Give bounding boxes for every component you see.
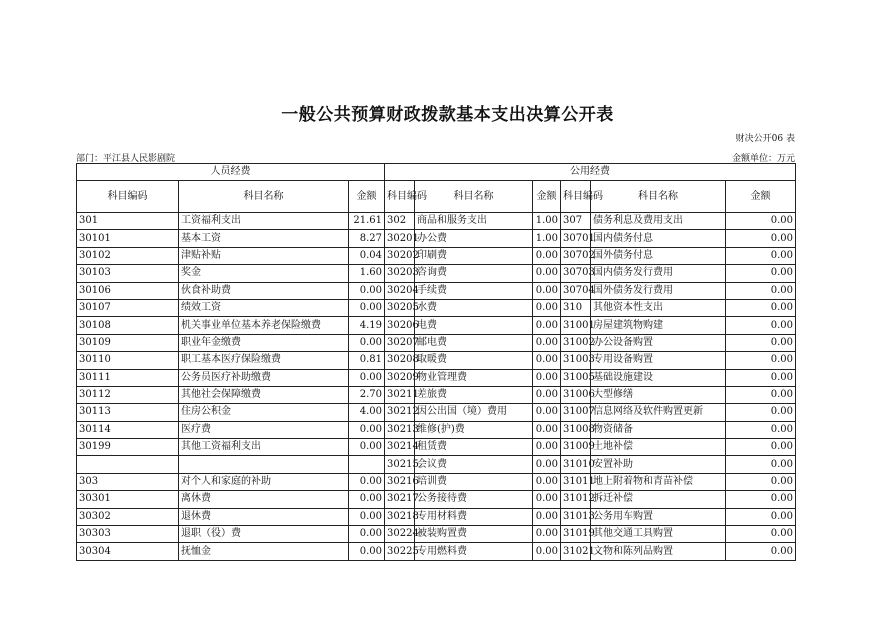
cell-name: 离休费 xyxy=(179,491,349,508)
cell-amount: 0.00 xyxy=(726,247,796,264)
table-row xyxy=(77,421,796,438)
col-header-amount: 金额 xyxy=(726,181,796,213)
cell-name: 差旅费 xyxy=(415,386,533,403)
cell-name: 拆迁补偿 xyxy=(591,491,726,508)
cell-code: 30106 xyxy=(77,282,179,299)
table-row xyxy=(77,230,796,247)
table-row xyxy=(77,317,796,334)
cell-code: 31002 xyxy=(561,334,591,351)
cell-code: 30209 xyxy=(385,369,415,386)
cell-name: 安置补助 xyxy=(591,456,726,473)
cell-name: 伙食补助费 xyxy=(179,282,349,299)
cell-code: 31007 xyxy=(561,404,591,421)
cell-amount: 0.00 xyxy=(533,299,561,316)
cell-amount: 0.00 xyxy=(726,317,796,334)
cell-code: 31013 xyxy=(561,508,591,525)
cell-code: 30102 xyxy=(77,247,179,264)
cell-amount: 0.00 xyxy=(726,299,796,316)
cell-code: 31001 xyxy=(561,317,591,334)
cell-amount: 0.00 xyxy=(533,404,561,421)
cell-amount: 0.00 xyxy=(533,456,561,473)
table-row xyxy=(77,386,796,403)
cell-code: 30214 xyxy=(385,439,415,456)
cell-name xyxy=(179,456,349,473)
cell-amount: 0.81 xyxy=(349,352,385,369)
cell-amount: 0.00 xyxy=(349,473,385,490)
cell-code: 30112 xyxy=(77,386,179,403)
cell-amount: 0.00 xyxy=(533,247,561,264)
cell-code: 30218 xyxy=(385,508,415,525)
cell-code: 30704 xyxy=(561,282,591,299)
cell-amount: 0.00 xyxy=(726,352,796,369)
cell-code: 30303 xyxy=(77,526,179,543)
department-label: 部门：平江县人民影剧院 xyxy=(76,154,176,164)
cell-amount: 0.00 xyxy=(533,439,561,456)
cell-amount: 0.00 xyxy=(726,491,796,508)
cell-name: 电费 xyxy=(415,317,533,334)
table-row xyxy=(77,352,796,369)
col-header-code: 科目编码 xyxy=(77,181,179,213)
cell-amount: 4.00 xyxy=(349,404,385,421)
cell-code: 302 xyxy=(385,213,415,230)
form-number: 财决公开06 表 xyxy=(735,134,795,144)
cell-code: 303 xyxy=(77,473,179,490)
cell-code: 31005 xyxy=(561,369,591,386)
cell-amount: 0.00 xyxy=(726,473,796,490)
table-row xyxy=(77,404,796,421)
table-row xyxy=(77,526,796,543)
cell-amount: 0.00 xyxy=(726,526,796,543)
cell-amount: 0.04 xyxy=(349,247,385,264)
cell-name: 手续费 xyxy=(415,282,533,299)
cell-name: 会议费 xyxy=(415,456,533,473)
cell-name: 被装购置费 xyxy=(415,526,533,543)
cell-code: 31008 xyxy=(561,421,591,438)
cell-amount: 0.00 xyxy=(349,369,385,386)
col-header-name: 科目名称 xyxy=(591,181,726,213)
cell-amount: 21.61 xyxy=(349,213,385,230)
cell-name: 基础设施建设 xyxy=(591,369,726,386)
cell-amount: 0.00 xyxy=(726,439,796,456)
cell-amount: 2.70 xyxy=(349,386,385,403)
cell-code: 30205 xyxy=(385,299,415,316)
cell-name: 公务员医疗补助缴费 xyxy=(179,369,349,386)
cell-name: 工资福利支出 xyxy=(179,213,349,230)
cell-amount: 0.00 xyxy=(533,473,561,490)
cell-name: 房屋建筑物购建 xyxy=(591,317,726,334)
cell-name: 公务用车购置 xyxy=(591,508,726,525)
cell-name: 国外债务付息 xyxy=(591,247,726,264)
cell-name: 咨询费 xyxy=(415,265,533,282)
table-row xyxy=(77,247,796,264)
cell-amount: 0.00 xyxy=(533,265,561,282)
cell-amount: 0.00 xyxy=(349,421,385,438)
cell-name: 债务利息及费用支出 xyxy=(591,213,726,230)
cell-amount: 0.00 xyxy=(533,386,561,403)
cell-code: 301 xyxy=(77,213,179,230)
table-row xyxy=(77,491,796,508)
expenditure-table xyxy=(76,163,796,561)
cell-amount: 0.00 xyxy=(349,526,385,543)
cell-code: 30101 xyxy=(77,230,179,247)
table-row xyxy=(77,439,796,456)
cell-code: 30213 xyxy=(385,421,415,438)
cell-code: 30702 xyxy=(561,247,591,264)
cell-amount: 0.00 xyxy=(349,299,385,316)
cell-amount xyxy=(349,456,385,473)
cell-code: 30203 xyxy=(385,265,415,282)
public-expense-header: 公用经费 xyxy=(385,164,796,181)
cell-amount: 0.00 xyxy=(349,439,385,456)
cell-code: 30301 xyxy=(77,491,179,508)
cell-amount: 0.00 xyxy=(726,369,796,386)
cell-code: 30304 xyxy=(77,543,179,560)
cell-amount: 0.00 xyxy=(726,386,796,403)
cell-name: 专用设备购置 xyxy=(591,352,726,369)
page-title: 一般公共预算财政拨款基本支出决算公开表 xyxy=(281,105,614,125)
cell-code: 30302 xyxy=(77,508,179,525)
cell-amount: 0.00 xyxy=(726,282,796,299)
cell-code: 30211 xyxy=(385,386,415,403)
cell-amount: 0.00 xyxy=(533,491,561,508)
cell-name: 印刷费 xyxy=(415,247,533,264)
amount-unit-label: 金额单位：万元 xyxy=(731,154,795,164)
cell-code: 310 xyxy=(561,299,591,316)
cell-amount: 0.00 xyxy=(349,543,385,560)
cell-name: 取暖费 xyxy=(415,352,533,369)
cell-code: 30703 xyxy=(561,265,591,282)
table-row xyxy=(77,473,796,490)
cell-code xyxy=(77,456,179,473)
cell-name: 文物和陈列品购置 xyxy=(591,543,726,560)
cell-name: 抚恤金 xyxy=(179,543,349,560)
cell-name: 国内债务发行费用 xyxy=(591,265,726,282)
cell-name: 大型修缮 xyxy=(591,386,726,403)
cell-name: 其他资本性支出 xyxy=(591,299,726,316)
cell-name: 奖金 xyxy=(179,265,349,282)
cell-amount: 0.00 xyxy=(726,456,796,473)
cell-code: 30217 xyxy=(385,491,415,508)
cell-name: 物业管理费 xyxy=(415,369,533,386)
cell-amount: 0.00 xyxy=(726,265,796,282)
cell-name: 办公费 xyxy=(415,230,533,247)
cell-name: 对个人和家庭的补助 xyxy=(179,473,349,490)
cell-name: 退职（役）费 xyxy=(179,526,349,543)
cell-code: 30107 xyxy=(77,299,179,316)
cell-code: 30202 xyxy=(385,247,415,264)
cell-amount: 0.00 xyxy=(726,404,796,421)
cell-code: 31003 xyxy=(561,352,591,369)
cell-amount: 0.00 xyxy=(533,369,561,386)
cell-amount: 0.00 xyxy=(349,282,385,299)
col-header-name: 科目名称 xyxy=(179,181,349,213)
cell-amount: 0.00 xyxy=(726,508,796,525)
cell-code: 30108 xyxy=(77,317,179,334)
cell-code: 31009 xyxy=(561,439,591,456)
cell-amount: 0.00 xyxy=(726,230,796,247)
header-row-columns xyxy=(77,181,796,213)
cell-code: 31012 xyxy=(561,491,591,508)
cell-name: 其他工资福利支出 xyxy=(179,439,349,456)
cell-name: 退休费 xyxy=(179,508,349,525)
table-row xyxy=(77,369,796,386)
col-header-amount: 金额 xyxy=(533,181,561,213)
cell-name: 国内债务付息 xyxy=(591,230,726,247)
cell-amount: 0.00 xyxy=(533,508,561,525)
cell-code: 30111 xyxy=(77,369,179,386)
cell-name: 租赁费 xyxy=(415,439,533,456)
cell-name: 物资储备 xyxy=(591,421,726,438)
cell-amount: 0.00 xyxy=(533,526,561,543)
cell-name: 商品和服务支出 xyxy=(415,213,533,230)
cell-code: 31010 xyxy=(561,456,591,473)
cell-name: 其他交通工具购置 xyxy=(591,526,726,543)
cell-name: 医疗费 xyxy=(179,421,349,438)
cell-amount: 0.00 xyxy=(349,334,385,351)
cell-code: 30201 xyxy=(385,230,415,247)
cell-amount: 1.60 xyxy=(349,265,385,282)
cell-amount: 0.00 xyxy=(533,421,561,438)
cell-name: 信息网络及软件购置更新 xyxy=(591,404,726,421)
cell-amount: 1.00 xyxy=(533,213,561,230)
cell-name: 维修(护)费 xyxy=(415,421,533,438)
cell-amount: 0.00 xyxy=(349,508,385,525)
cell-code: 30103 xyxy=(77,265,179,282)
cell-amount: 0.00 xyxy=(349,491,385,508)
cell-name: 其他社会保障缴费 xyxy=(179,386,349,403)
cell-amount: 0.00 xyxy=(726,543,796,560)
cell-code: 30225 xyxy=(385,543,415,560)
cell-code: 30199 xyxy=(77,439,179,456)
cell-name: 办公设备购置 xyxy=(591,334,726,351)
cell-name: 培训费 xyxy=(415,473,533,490)
cell-code: 30207 xyxy=(385,334,415,351)
cell-code: 30212 xyxy=(385,404,415,421)
cell-amount: 0.00 xyxy=(533,352,561,369)
cell-name: 津贴补贴 xyxy=(179,247,349,264)
cell-code: 30216 xyxy=(385,473,415,490)
table-row xyxy=(77,265,796,282)
personnel-expense-header: 人员经费 xyxy=(77,164,385,181)
cell-amount: 0.00 xyxy=(533,317,561,334)
cell-code: 30701 xyxy=(561,230,591,247)
cell-amount: 0.00 xyxy=(533,543,561,560)
cell-code: 30206 xyxy=(385,317,415,334)
header-row-groups xyxy=(77,164,796,181)
cell-code: 30224 xyxy=(385,526,415,543)
cell-name: 机关事业单位基本养老保险缴费 xyxy=(179,317,349,334)
col-header-code: 科目编码 xyxy=(385,181,415,213)
cell-amount: 0.00 xyxy=(726,334,796,351)
cell-code: 307 xyxy=(561,213,591,230)
col-header-name: 科目名称 xyxy=(415,181,533,213)
cell-name: 国外债务发行费用 xyxy=(591,282,726,299)
cell-name: 公务接待费 xyxy=(415,491,533,508)
table-row xyxy=(77,508,796,525)
table-row xyxy=(77,456,796,473)
cell-code: 31021 xyxy=(561,543,591,560)
cell-name: 职业年金缴费 xyxy=(179,334,349,351)
col-header-amount: 金额 xyxy=(349,181,385,213)
cell-code: 31006 xyxy=(561,386,591,403)
col-header-code: 科目编码 xyxy=(561,181,591,213)
cell-name: 住房公积金 xyxy=(179,404,349,421)
table-row xyxy=(77,334,796,351)
cell-code: 30110 xyxy=(77,352,179,369)
cell-code: 30208 xyxy=(385,352,415,369)
cell-name: 专用燃料费 xyxy=(415,543,533,560)
cell-amount: 8.27 xyxy=(349,230,385,247)
cell-code: 31011 xyxy=(561,473,591,490)
cell-amount: 0.00 xyxy=(533,334,561,351)
cell-code: 30204 xyxy=(385,282,415,299)
cell-name: 基本工资 xyxy=(179,230,349,247)
cell-name: 地上附着物和青苗补偿 xyxy=(591,473,726,490)
cell-amount: 1.00 xyxy=(533,230,561,247)
cell-code: 30114 xyxy=(77,421,179,438)
cell-amount: 0.00 xyxy=(533,282,561,299)
cell-name: 职工基本医疗保险缴费 xyxy=(179,352,349,369)
cell-name: 水费 xyxy=(415,299,533,316)
cell-amount: 0.00 xyxy=(726,213,796,230)
cell-code: 30109 xyxy=(77,334,179,351)
cell-name: 绩效工资 xyxy=(179,299,349,316)
cell-code: 30113 xyxy=(77,404,179,421)
table-row xyxy=(77,282,796,299)
cell-name: 土地补偿 xyxy=(591,439,726,456)
cell-name: 因公出国（境）费用 xyxy=(415,404,533,421)
cell-code: 31019 xyxy=(561,526,591,543)
cell-name: 专用材料费 xyxy=(415,508,533,525)
cell-name: 邮电费 xyxy=(415,334,533,351)
table-row xyxy=(77,213,796,230)
cell-code: 30215 xyxy=(385,456,415,473)
cell-amount: 4.19 xyxy=(349,317,385,334)
cell-amount: 0.00 xyxy=(726,421,796,438)
table-row xyxy=(77,543,796,560)
table-row xyxy=(77,299,796,316)
